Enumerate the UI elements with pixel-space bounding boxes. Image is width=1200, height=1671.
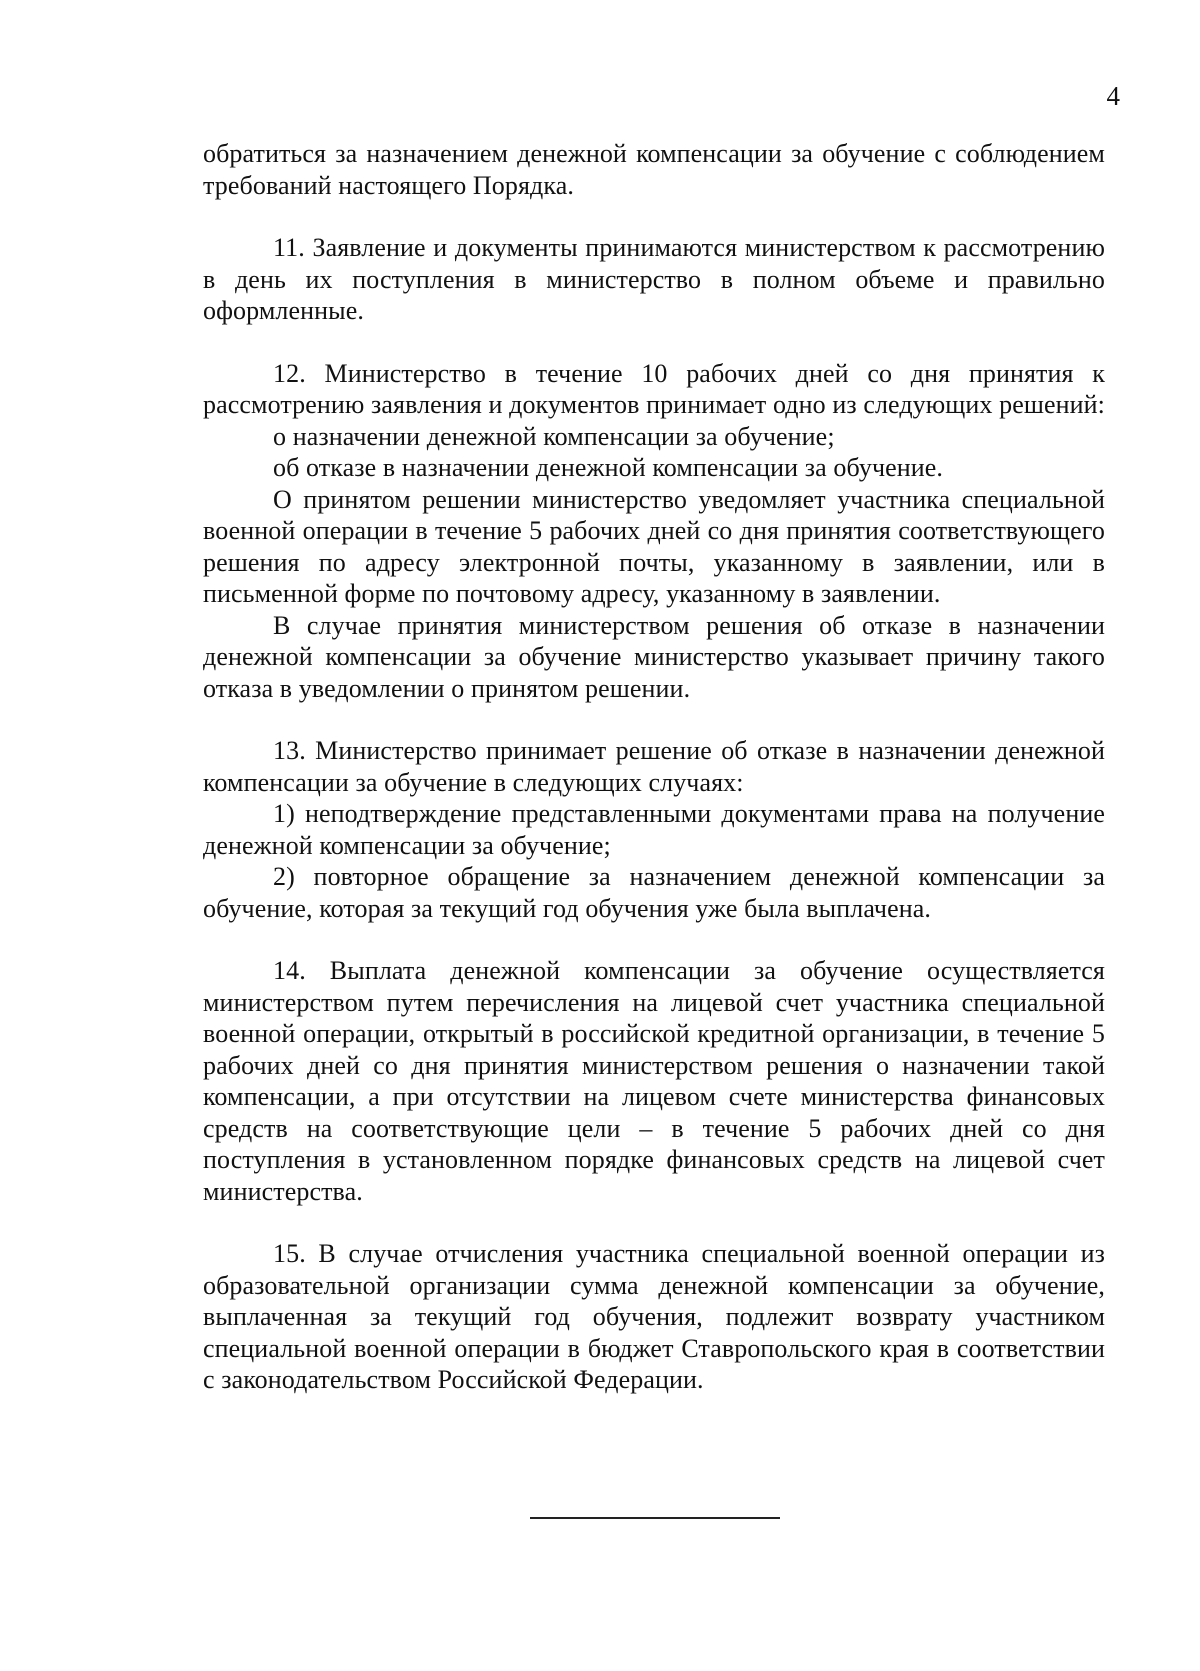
clause-14-text: 14. Выплата денежной компенсации за обучение осуществляется министерством путем перечисления на лицевой счет участника специальной военной операции, открытый в российской кредитной организации, в течение 5 рабочих дней со дня принятия министерством решения о назначении такой компенсации, а при отсутствии на лицевом счете министерства финансовых средств на соответствующие цели – в течение 5 рабочих дней со дня поступления в установленном порядке финансовых средств на лицевой счет министерства. bbox=[203, 956, 1105, 1206]
clause-11 bbox=[203, 232, 1105, 327]
document-body bbox=[203, 138, 1105, 1427]
clause-12-option-refuse: об отказе в назначении денежной компенсации за обучение. bbox=[273, 453, 944, 482]
clause-14 bbox=[203, 955, 1105, 1207]
clause-11-text: 11. Заявление и документы принимаются министерством к рассмотрению в день их поступления в министерство в полном объеме и правильно оформленные. bbox=[203, 233, 1105, 325]
clause-15-text: 15. В случае отчисления участника специальной военной операции из образовательной организации сумма денежной компенсации за обучение, выплаченная за текущий год обучения, подлежит возврату участником специальной военной операции в бюджет Ставропольского края в соответствии с законодательством Российской Федерации. bbox=[203, 1239, 1105, 1394]
clause-13 bbox=[203, 735, 1105, 924]
page-number: 4 bbox=[1106, 81, 1120, 111]
clause-13-item-2: 2) повторное обращение за назначением денежной компенсации за обучение, которая за текущий год обучения уже была выплачена. bbox=[203, 862, 1105, 923]
clause-12-refusal-reason: В случае принятия министерством решения об отказе в назначении денежной компенсации за обучение министерство указывает причину такого отказа в уведомлении о принятом решении. bbox=[203, 610, 1105, 703]
clause-12-text: 12. Министерство в течение 10 рабочих дней со дня принятия к рассмотрению заявления и документов принимает одно из следующих решений: bbox=[203, 358, 1105, 419]
closing-divider bbox=[530, 1517, 780, 1519]
clause-15 bbox=[203, 1238, 1105, 1396]
clause-12-notification: О принятом решении министерство уведомляет участника специальной военной операции в течение 5 рабочих дней со дня принятия соответствующего решения по адресу электронной почты, указанному в заявлении, или в письменной форме по почтовому адресу, указанному в заявлении. bbox=[203, 484, 1105, 608]
clause-13-item-1: 1) неподтверждение представленными документами права на получение денежной компенсации за обучение; bbox=[203, 799, 1105, 860]
clause-12-option-grant: о назначении денежной компенсации за обучение; bbox=[273, 421, 835, 451]
clause-13-text: 13. Министерство принимает решение об отказе в назначении денежной компенсации за обучение в следующих случаях: bbox=[203, 736, 1105, 797]
continuation-paragraph: обратиться за назначением денежной компенсации за обучение с соблюдением требований настоящего Порядка. bbox=[203, 139, 1105, 200]
continuation-section bbox=[203, 138, 1105, 201]
clause-12 bbox=[203, 358, 1105, 705]
